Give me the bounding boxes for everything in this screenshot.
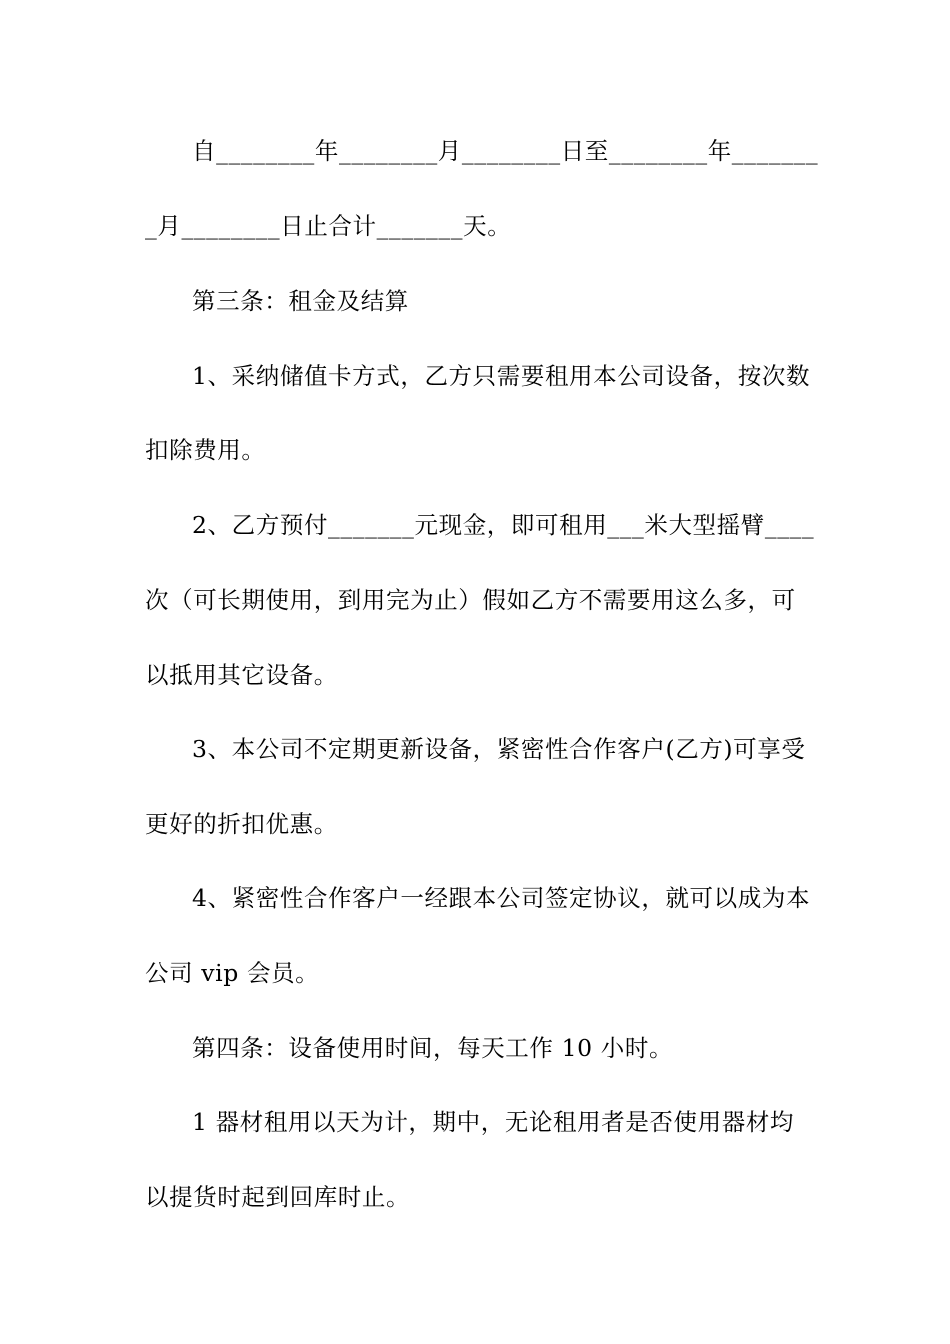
clause-3-line-1: 3、本公司不定期更新设备，紧密性合作客户(乙方)可享受 [192,735,806,763]
clause-4-line-2: 公司 vip 会员。 [145,959,320,987]
clause-2-line-3: 以抵用其它设备。 [145,661,338,689]
rental-period-line-1: 自________年________月________日至________年_______ [192,137,819,165]
clause-3-line-2: 更好的折扣优惠。 [145,810,338,838]
clause-1-line-2: 扣除费用。 [145,436,266,464]
article-4-clause-1-line-1: 1 器材租用以天为计，期中，无论租用者是否使用器材均 [192,1108,795,1136]
article-4-clause-1-line-2: 以提货时起到回库时止。 [145,1183,411,1211]
article-3-heading: 第三条：租金及结算 [192,287,409,315]
clause-1-line-1: 1、采纳储值卡方式，乙方只需要租用本公司设备，按次数 [192,362,811,390]
article-4-heading: 第四条：设备使用时间，每天工作 10 小时。 [192,1034,674,1062]
clause-2-line-2: 次（可长期使用，到用完为止）假如乙方不需要用这么多，可 [145,586,796,614]
clause-2-line-1: 2、乙方预付_______元现金，即可租用___米大型摇臂____ [192,511,815,539]
clause-4-line-1: 4、紧密性合作客户一经跟本公司签定协议，就可以成为本 [192,884,811,912]
rental-period-line-2: _月________日止合计_______天。 [145,212,512,240]
